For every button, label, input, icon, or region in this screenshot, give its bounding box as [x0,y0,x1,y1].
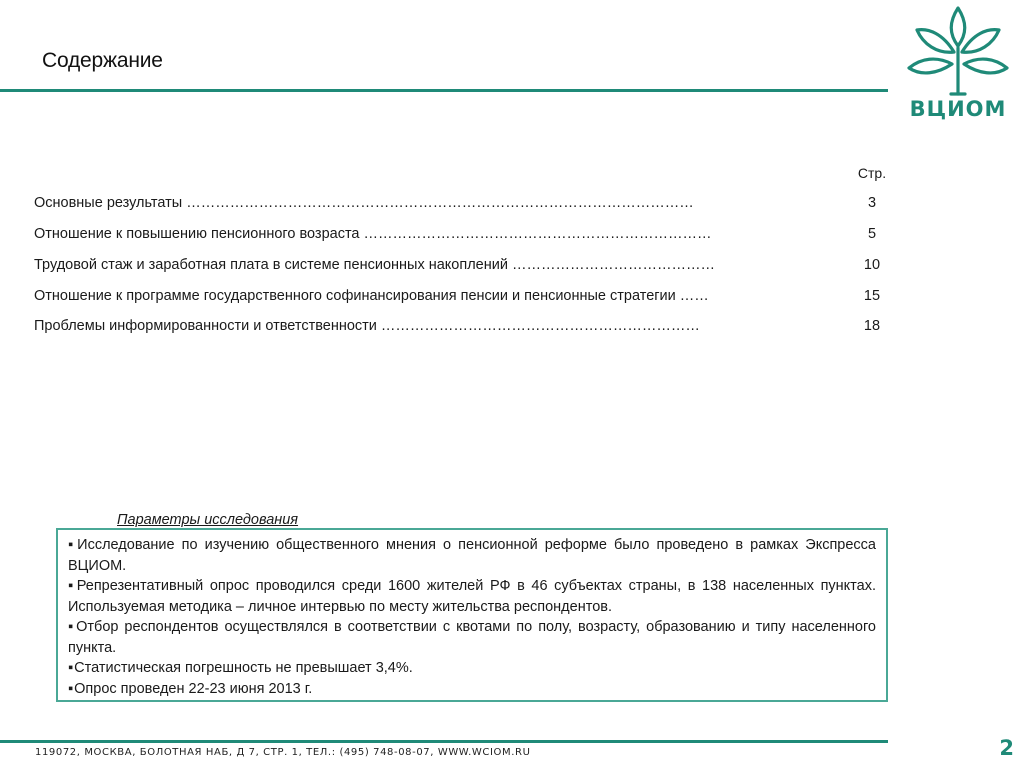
params-item-text: Статистическая погрешность не превышает 3,4%. [74,660,413,676]
bullet-icon: ▪ [68,680,74,697]
bullet-icon: ▪ [68,578,76,594]
footer-divider [0,740,888,743]
params-box [56,528,888,702]
toc-row [34,257,898,277]
toc-row [34,226,898,246]
toc-item-title: Основные результаты …………………………………………………………………………………………… [34,195,694,211]
toc-row [34,288,898,308]
toc-row [34,195,898,215]
logo-text: ВЦИОМ [909,97,1007,121]
toc-item-title: Отношение к программе государственного софинансирования пенсии и пенсионные стратегии …… [34,288,709,304]
params-item [68,679,876,700]
toc-item-page: 3 [867,195,877,211]
toc-page-header: Стр. [857,165,887,181]
params-item-text: Отбор респондентов осуществлялся в соответствии с квотами по полу, возрасту, образованию и типу населенного пункта. [68,619,876,656]
page-title: Содержание [42,49,163,72]
params-item-text: Репрезентативный опрос проводился среди 1600 жителей РФ в 46 субъектах страны, в 138 населенных пунктах. Используемая методика – личное интервью по месту жительства респондентов. [68,578,877,615]
page-number: 2 [999,736,1014,760]
toc-item-page: 18 [863,318,881,334]
toc-item-title: Проблемы информированности и ответственности ………………………………………………………… [34,318,700,334]
toc-item-page: 5 [867,226,877,242]
bullet-icon: ▪ [68,537,77,553]
params-item [68,535,876,576]
toc-item-title: Отношение к повышению пенсионного возраста ……………………………………………………………… [34,226,712,242]
bullet-icon: ▪ [68,619,76,635]
toc-item-title: Трудовой стаж и заработная плата в системе пенсионных накоплений …………………………………… [34,257,715,273]
toc-item-page: 15 [863,288,881,304]
params-item [68,617,876,658]
toc-row [34,318,898,338]
bullet-icon: ▪ [68,660,74,676]
footer-address: 119072, МОСКВА, БОЛОТНАЯ НАБ, Д 7, СТР. 1, ТЕЛ.: (495) 748-08-07, WWW.WCIOM.RU [35,747,531,758]
params-title: Параметры исследования [117,512,299,528]
params-item-text: Опрос проведен 22-23 июня 2013 г. [74,680,313,697]
header-divider [0,89,888,92]
params-item [68,658,876,679]
params-item [68,576,876,617]
toc-item-page: 10 [863,257,881,273]
params-item-text: Исследование по изучению общественного мнения о пенсионной реформе было проведено в рамках Экспресса ВЦИОМ. [68,537,876,574]
